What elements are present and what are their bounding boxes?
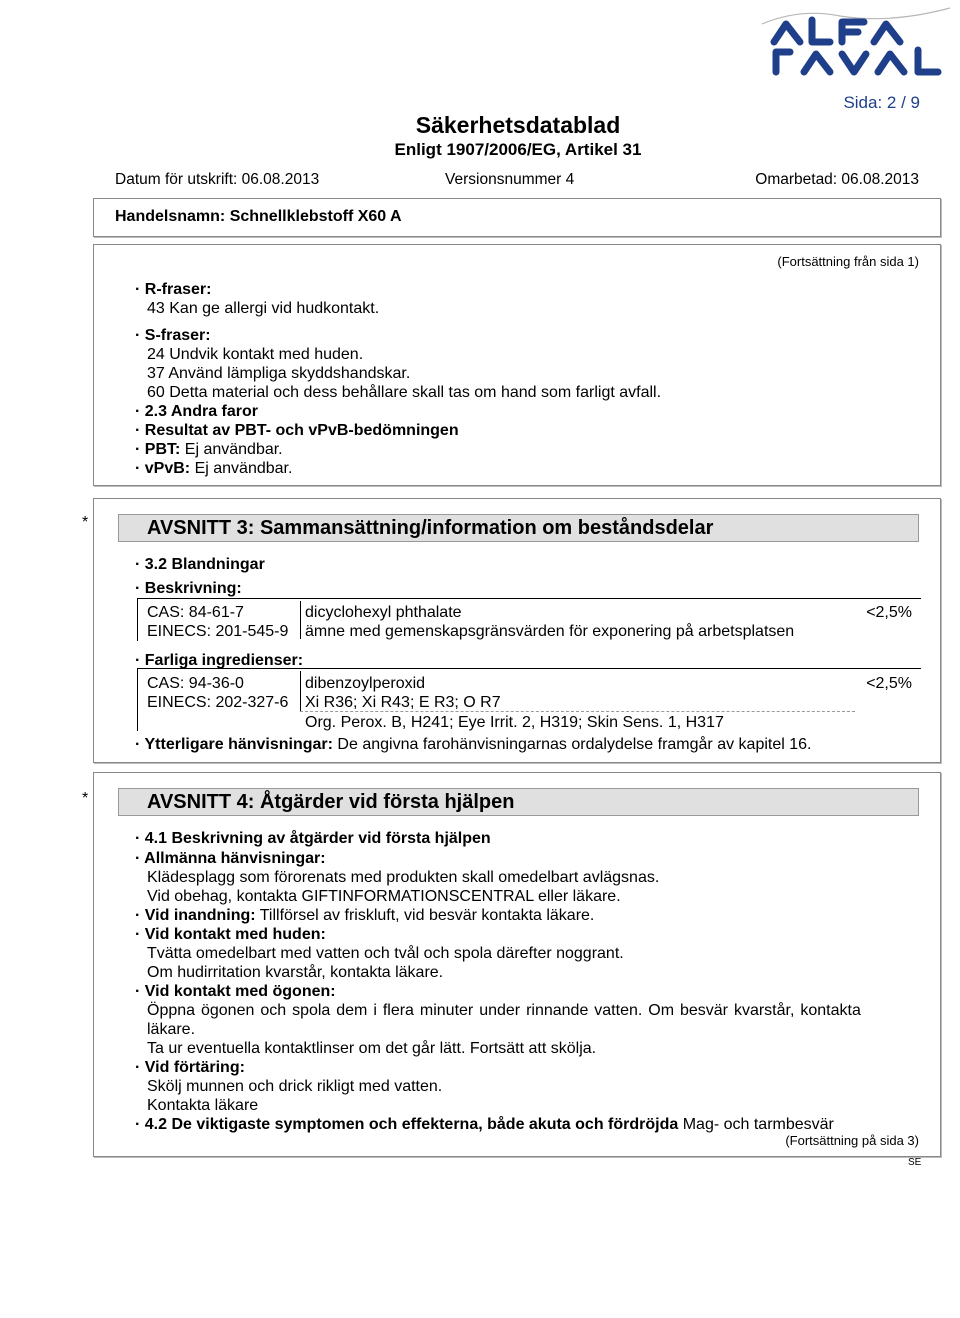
additional-information-label: · Ytterligare hänvisningar: — [135, 736, 333, 753]
version-number: Versionsnummer 4 — [445, 171, 575, 188]
continued-from: (Fortsättning från sida 1) — [777, 254, 919, 269]
additional-information — [135, 735, 811, 754]
row2-cas: CAS: 94-36-0 — [147, 675, 244, 692]
ingestion-1: Skölj munnen och drick rikligt med vatten. — [147, 1078, 443, 1095]
r-phrases-label: · R-fraser: — [135, 281, 212, 298]
pbt-label: · PBT: — [135, 441, 181, 458]
document-title: Säkerhetsdatablad — [415, 112, 621, 138]
general-information-label: · Allmänna hänvisningar: — [135, 850, 326, 867]
general-information-1: Klädesplagg som förorenats med produkten skall omedelbart avlägsnas. — [147, 869, 660, 886]
row1-percentage: <2,5% — [866, 604, 912, 621]
pbt-value: Ej användbar. — [180, 441, 283, 458]
skin-contact-2: Om hudirritation kvarstår, kontakta läkare. — [147, 964, 444, 981]
row2-classification-clp: Org. Perox. B, H241; Eye Irrit. 2, H319; Skin Sens. 1, H317 — [305, 714, 724, 731]
row2-divider — [300, 671, 301, 711]
additional-information-text: De angivna farohänvisningarnas ordalydelse framgår av kapitel 16. — [332, 736, 812, 753]
continued-to: (Fortsättning på sida 3) — [785, 1133, 919, 1148]
s-phrases-label: · S-fraser: — [135, 327, 211, 344]
skin-contact-1: Tvätta omedelbart med vatten och tvål och spola därefter noggrant. — [147, 945, 624, 962]
skin-contact-label: · Vid kontakt med huden: — [135, 926, 326, 943]
symptoms-line — [135, 1115, 834, 1134]
row2-percentage: <2,5% — [866, 675, 912, 692]
row2-dashed-divider — [300, 711, 855, 712]
eye-contact-2: Ta ur eventuella kontaktlinser om det går lätt. Fortsätt att skölja. — [147, 1040, 597, 1057]
section-4-heading: AVSNITT 4: Åtgärder vid första hjälpen — [118, 788, 919, 816]
trade-name-box — [93, 198, 941, 237]
section-3-heading: AVSNITT 3: Sammansättning/information om beståndsdelar — [118, 514, 919, 542]
vpvb-label: · vPvB: — [135, 460, 191, 477]
page-number: Sida: 2 / 9 — [843, 93, 920, 112]
language-code: SE — [908, 1157, 922, 1168]
symptoms-heading: · 4.2 De viktigaste symptomen och effekterna, både akuta och fördröjda — [135, 1116, 679, 1133]
s-phrase-60: 60 Detta material och dess behållare skall tas om hand som farligt avfall. — [147, 384, 662, 401]
section-3-revision-mark: * — [82, 514, 89, 531]
eye-contact-1: Öppna ögonen och spola dem i flera minuter under rinnande vatten. Om besvär kvarstår, kontakta — [147, 1002, 861, 1019]
s-phrase-24: 24 Undvik kontakt med huden. — [147, 346, 364, 363]
symptoms-text: Mag- och tarmbesvär — [678, 1116, 834, 1133]
vpvb-value: Ej användbar. — [190, 460, 293, 477]
document-subtitle: Enligt 1907/2006/EG, Artikel 31 — [394, 140, 642, 159]
ingestion-label: · Vid förtäring: — [135, 1059, 245, 1076]
row2-substance-name: dibenzoylperoxid — [305, 675, 426, 692]
section-4-revision-mark: * — [82, 790, 89, 807]
row2-einecs: EINECS: 202-327-6 — [147, 694, 289, 711]
pbt-line — [135, 440, 283, 459]
mixtures-heading: · 3.2 Blandningar — [135, 556, 265, 573]
eye-contact-label: · Vid kontakt med ögonen: — [135, 983, 336, 1000]
inhalation-line — [135, 906, 594, 925]
row1-exposure-note: ämne med gemenskapsgränsvärden för exponering på arbetsplatsen — [305, 623, 795, 640]
hazardous-ingredients-label: · Farliga ingredienser: — [135, 652, 304, 669]
description-label: · Beskrivning: — [135, 580, 242, 597]
row1-einecs: EINECS: 201-545-9 — [147, 623, 289, 640]
vpvb-line — [135, 459, 292, 478]
row2-classification-dsd: Xi R36; Xi R43; E R3; O R7 — [305, 694, 501, 711]
row1-cas: CAS: 84-61-7 — [147, 604, 244, 621]
row1-substance-name: dicyclohexyl phthalate — [305, 604, 462, 621]
first-aid-description-heading: · 4.1 Beskrivning av åtgärder vid första hjälpen — [135, 830, 491, 847]
other-hazards-heading: · 2.3 Andra faror — [135, 403, 258, 420]
inhalation-label: · Vid inandning: — [135, 907, 256, 924]
ingestion-2: Kontakta läkare — [147, 1097, 259, 1114]
inhalation-text: Tillförsel av friskluft, vid besvär kontakta läkare. — [255, 907, 595, 924]
pbt-assessment-heading: · Resultat av PBT- och vPvB-bedömningen — [135, 422, 459, 439]
print-date: Datum för utskrift: 06.08.2013 — [115, 171, 320, 188]
eye-contact-1b: läkare. — [147, 1021, 196, 1038]
r-phrase-43: 43 Kan ge allergi vid hudkontakt. — [147, 300, 380, 317]
alfa-laval-logo — [760, 6, 960, 80]
general-information-2: Vid obehag, kontakta GIFTINFORMATIONSCENTRAL eller läkare. — [147, 888, 621, 905]
row1-divider — [300, 601, 301, 639]
trade-name: Handelsnamn: Schnellklebstoff X60 A — [115, 208, 402, 225]
s-phrase-37: 37 Använd lämpliga skyddshandskar. — [147, 365, 411, 382]
revision-date: Omarbetad: 06.08.2013 — [755, 171, 919, 188]
